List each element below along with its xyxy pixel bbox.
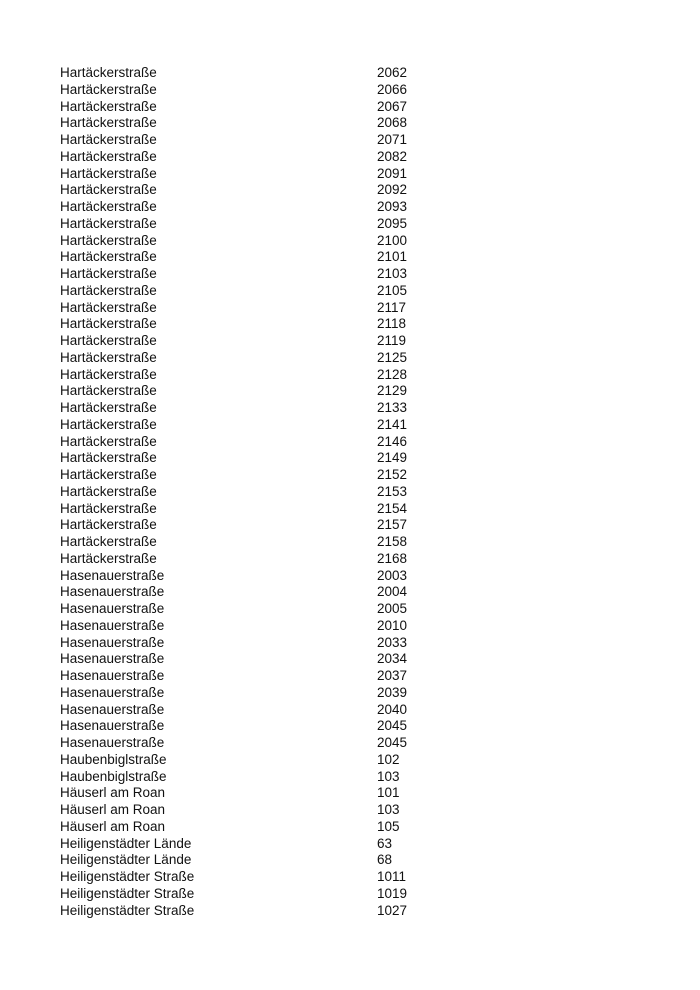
table-row (60, 836, 460, 853)
number-cell: 103 (377, 802, 400, 817)
table-row (60, 216, 460, 233)
table-row (60, 618, 460, 635)
table-row (60, 316, 460, 333)
table-row (60, 400, 460, 417)
street-name-cell: Heiligenstädter Straße (60, 885, 195, 901)
number-cell: 2071 (377, 132, 408, 147)
table-row (60, 534, 460, 551)
table-row (60, 350, 460, 367)
street-name-cell: Hartäckerstraße (60, 316, 157, 332)
table-row (60, 886, 460, 903)
number-cell: 2103 (377, 266, 408, 281)
number-cell: 2133 (377, 400, 408, 415)
number-cell: 2092 (377, 182, 408, 198)
number-cell: 102 (377, 751, 400, 767)
table-row (60, 601, 460, 618)
table-row (60, 802, 460, 819)
number-cell: 2101 (377, 249, 408, 265)
table-row (60, 65, 460, 82)
table-row (60, 467, 460, 484)
street-name-cell: Hartäckerstraße (60, 416, 157, 432)
street-name-cell: Hasenauerstraße (60, 651, 165, 667)
table-row (60, 199, 460, 216)
table-row (60, 852, 460, 869)
street-name-cell: Hasenauerstraße (60, 735, 165, 750)
street-name-cell: Hartäckerstraße (60, 199, 157, 214)
address-table (60, 65, 460, 919)
table-row (60, 115, 460, 132)
street-name-cell: Hasenauerstraße (60, 567, 165, 583)
street-name-cell: Hasenauerstraße (60, 668, 165, 683)
number-cell: 2005 (377, 601, 408, 616)
number-cell: 2153 (377, 483, 408, 499)
number-cell: 103 (377, 768, 400, 784)
table-row (60, 903, 460, 920)
street-name-cell: Hasenauerstraße (60, 701, 165, 717)
table-row (60, 249, 460, 266)
street-name-cell: Heiligenstädter Straße (60, 902, 195, 918)
street-name-cell: Hartäckerstraße (60, 467, 157, 482)
number-cell: 2128 (377, 366, 408, 382)
street-name-cell: Hartäckerstraße (60, 517, 157, 533)
street-name-cell: Heiligenstädter Lände (60, 835, 192, 851)
number-cell: 2157 (377, 517, 408, 533)
table-row (60, 785, 460, 802)
street-name-cell: Hartäckerstraße (60, 232, 157, 248)
street-name-cell: Hasenauerstraße (60, 617, 165, 633)
street-name-cell: Hasenauerstraße (60, 684, 165, 700)
table-row (60, 333, 460, 350)
street-name-cell: Hartäckerstraße (60, 249, 157, 265)
table-row (60, 434, 460, 451)
table-row (60, 166, 460, 183)
table-row (60, 501, 460, 518)
number-cell: 2100 (377, 232, 408, 248)
number-cell: 2082 (377, 148, 408, 164)
table-row (60, 233, 460, 250)
street-name-cell: Hartäckerstraße (60, 383, 157, 399)
street-name-cell: Hartäckerstraße (60, 182, 157, 198)
number-cell: 2129 (377, 383, 408, 399)
table-row (60, 568, 460, 585)
table-row (60, 635, 460, 652)
table-row (60, 735, 460, 752)
street-name-cell: Hasenauerstraße (60, 601, 165, 616)
table-row (60, 584, 460, 601)
table-row (60, 450, 460, 467)
street-name-cell: Hartäckerstraße (60, 534, 157, 549)
number-cell: 63 (377, 835, 393, 851)
table-row (60, 149, 460, 166)
street-name-cell: Hartäckerstraße (60, 400, 157, 415)
street-name-cell: Hartäckerstraße (60, 81, 157, 97)
street-name-cell: Hartäckerstraße (60, 282, 157, 298)
number-cell: 2141 (377, 416, 408, 432)
street-name-cell: Häuserl am Roan (60, 802, 166, 817)
street-name-cell: Haubenbiglstraße (60, 751, 167, 767)
street-name-cell: Hartäckerstraße (60, 433, 157, 449)
street-name-cell: Hartäckerstraße (60, 349, 157, 365)
number-cell: 101 (377, 785, 400, 801)
number-cell: 2095 (377, 215, 408, 231)
street-name-cell: Hartäckerstraße (60, 115, 157, 131)
number-cell: 2125 (377, 349, 408, 365)
table-row (60, 266, 460, 283)
number-cell: 2154 (377, 500, 408, 516)
street-name-cell: Hartäckerstraße (60, 483, 157, 499)
table-row (60, 702, 460, 719)
street-name-cell: Häuserl am Roan (60, 785, 166, 801)
number-cell: 2119 (377, 333, 407, 348)
street-name-cell: Hartäckerstraße (60, 266, 157, 281)
table-row (60, 718, 460, 735)
street-name-cell: Hartäckerstraße (60, 215, 157, 231)
number-cell: 2033 (377, 634, 408, 650)
street-name-cell: Hartäckerstraße (60, 65, 157, 80)
table-row (60, 769, 460, 786)
table-row (60, 551, 460, 568)
table-row (60, 685, 460, 702)
table-row (60, 99, 460, 116)
street-name-cell: Hasenauerstraße (60, 634, 165, 650)
table-row (60, 417, 460, 434)
number-cell: 2062 (377, 65, 408, 80)
number-cell: 2004 (377, 584, 408, 600)
number-cell: 68 (377, 852, 393, 868)
street-name-cell: Häuserl am Roan (60, 818, 166, 834)
street-name-cell: Heiligenstädter Lände (60, 852, 192, 868)
number-cell: 2158 (377, 534, 408, 549)
table-row (60, 651, 460, 668)
number-cell: 1019 (377, 885, 408, 901)
table-row (60, 82, 460, 99)
number-cell: 105 (377, 818, 400, 834)
number-cell: 2045 (377, 718, 408, 734)
table-row (60, 484, 460, 501)
number-cell: 2067 (377, 98, 408, 114)
number-cell: 2118 (377, 316, 407, 332)
street-name-cell: Hartäckerstraße (60, 500, 157, 516)
number-cell: 2068 (377, 115, 408, 131)
street-name-cell: Hartäckerstraße (60, 299, 157, 315)
number-cell: 2105 (377, 282, 408, 298)
number-cell: 2066 (377, 81, 408, 97)
street-name-cell: Hartäckerstraße (60, 165, 157, 181)
number-cell: 2093 (377, 199, 408, 214)
street-name-cell: Hartäckerstraße (60, 550, 157, 566)
table-row (60, 869, 460, 886)
number-cell: 1011 (377, 869, 407, 884)
table-row (60, 752, 460, 769)
table-row (60, 819, 460, 836)
street-name-cell: Hartäckerstraße (60, 333, 157, 348)
number-cell: 2091 (377, 165, 408, 181)
number-cell: 2146 (377, 433, 408, 449)
street-name-cell: Hasenauerstraße (60, 584, 165, 600)
number-cell: 2010 (377, 617, 408, 633)
table-row (60, 668, 460, 685)
table-row (60, 283, 460, 300)
number-cell: 2168 (377, 550, 408, 566)
table-row (60, 383, 460, 400)
street-name-cell: Hartäckerstraße (60, 366, 157, 382)
number-cell: 2003 (377, 567, 408, 583)
table-row (60, 300, 460, 317)
street-name-cell: Hartäckerstraße (60, 98, 157, 114)
street-name-cell: Hartäckerstraße (60, 450, 157, 466)
street-name-cell: Hartäckerstraße (60, 132, 157, 147)
number-cell: 2034 (377, 651, 408, 667)
number-cell: 2045 (377, 735, 408, 750)
number-cell: 2149 (377, 450, 408, 466)
number-cell: 2152 (377, 467, 408, 482)
table-row (60, 367, 460, 384)
street-name-cell: Hartäckerstraße (60, 148, 157, 164)
number-cell: 2037 (377, 668, 408, 683)
street-name-cell: Hasenauerstraße (60, 718, 165, 734)
table-row (60, 517, 460, 534)
table-row (60, 132, 460, 149)
number-cell: 2039 (377, 684, 408, 700)
table-row (60, 182, 460, 199)
street-name-cell: Heiligenstädter Straße (60, 869, 195, 884)
number-cell: 2040 (377, 701, 408, 717)
number-cell: 2117 (377, 299, 407, 315)
street-name-cell: Haubenbiglstraße (60, 768, 167, 784)
number-cell: 1027 (377, 902, 408, 918)
